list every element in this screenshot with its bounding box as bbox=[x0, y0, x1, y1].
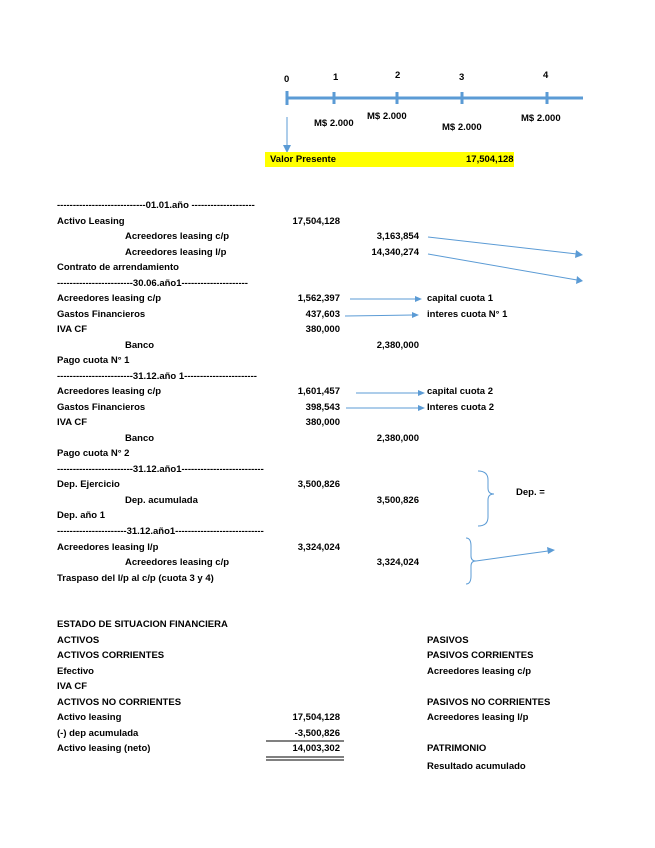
entry-3-credit-4: 2,380,000 bbox=[376, 433, 419, 444]
entry-2-note: Pago cuota N° 1 bbox=[57, 355, 130, 366]
entry-3-annot-1: capital cuota 2 bbox=[427, 386, 493, 397]
entry-5-credit-2: 3,324,024 bbox=[376, 557, 419, 568]
entry-4-debit-1: 3,500,826 bbox=[297, 479, 340, 490]
traspaso-brace bbox=[466, 538, 476, 584]
entry-1-header: ----------------------------01.01.año -------------------- bbox=[57, 200, 255, 211]
entry-1-debit-1: 17,504,128 bbox=[292, 216, 340, 227]
entry-2-annot-2: interes cuota N° 1 bbox=[427, 309, 508, 320]
balance-acreedores-cp: Acreedores leasing c/p bbox=[427, 666, 532, 677]
balance-pasivos-corrientes: PASIVOS CORRIENTES bbox=[427, 650, 534, 661]
entry-4-header: ------------------------31.12.año1-------------------------- bbox=[57, 464, 264, 475]
balance-resultado-acumulado: Resultado acumulado bbox=[427, 761, 526, 772]
entry-1-line-2: Acreedores leasing c/p bbox=[125, 231, 230, 242]
depreciation-label: Dep. = bbox=[516, 487, 545, 498]
entry-2-credit-4: 2,380,000 bbox=[376, 340, 419, 351]
entry-1-line-3: Acreedores leasing l/p bbox=[125, 247, 227, 258]
entry-4-line-2: Dep. acumulada bbox=[125, 495, 198, 506]
entry-1-credit-3: 14,340,274 bbox=[371, 247, 419, 258]
period-1: 1 bbox=[333, 72, 339, 83]
entry-2-line-2: Gastos Financieros bbox=[57, 309, 146, 320]
entry-3-line-3: IVA CF bbox=[57, 417, 88, 428]
balance-activos-corrientes: ACTIVOS CORRIENTES bbox=[57, 650, 165, 661]
balance-activos: ACTIVOS bbox=[57, 635, 100, 646]
balance-patrimonio: PATRIMONIO bbox=[427, 743, 487, 754]
entry-1-line-1: Activo Leasing bbox=[57, 216, 125, 227]
entry-1-credit-2: 3,163,854 bbox=[376, 231, 419, 242]
period-4: 4 bbox=[543, 70, 549, 81]
balance-activo-leasing-value: 17,504,128 bbox=[292, 712, 340, 723]
entry-5-debit-1: 3,324,024 bbox=[297, 542, 340, 553]
arrow-interes-1 bbox=[345, 315, 413, 316]
entry-3-debit-1: 1,601,457 bbox=[297, 386, 340, 397]
entry-2-annot-1: capital cuota 1 bbox=[427, 293, 493, 304]
entry-2-header: ------------------------30.06.año1--------------------- bbox=[57, 278, 248, 289]
payment-2: M$ 2.000 bbox=[367, 111, 407, 122]
balance-activo-neto: Activo leasing (neto) bbox=[57, 743, 151, 754]
arrow-cp bbox=[428, 237, 577, 254]
entry-3-line-4: Banco bbox=[125, 433, 155, 444]
entry-4-credit-2: 3,500,826 bbox=[376, 495, 419, 506]
period-3: 3 bbox=[459, 72, 465, 83]
entry-2-debit-1: 1,562,397 bbox=[297, 293, 340, 304]
entry-3-note: Pago cuota N° 2 bbox=[57, 448, 130, 459]
balance-efectivo: Efectivo bbox=[57, 666, 94, 677]
entry-2-debit-2: 437,603 bbox=[305, 309, 340, 320]
period-2: 2 bbox=[395, 70, 401, 81]
entry-3-header: ------------------------31.12.año 1----------------------- bbox=[57, 371, 257, 382]
entry-4-note: Dep. año 1 bbox=[57, 510, 106, 521]
traspaso-arrow bbox=[476, 551, 548, 561]
balance-pasivos: PASIVOS bbox=[427, 635, 469, 646]
payment-4: M$ 2.000 bbox=[521, 113, 561, 124]
entry-3-line-1: Acreedores leasing c/p bbox=[57, 386, 162, 397]
entry-5-line-2: Acreedores leasing c/p bbox=[125, 557, 230, 568]
entry-5-header: ----------------------31.12.año1---------------------------- bbox=[57, 526, 264, 537]
balance-acreedores-lp: Acreedores leasing l/p bbox=[427, 712, 529, 723]
entry-2-line-1: Acreedores leasing c/p bbox=[57, 293, 162, 304]
balance-pasivos-no-corrientes: PASIVOS NO CORRIENTES bbox=[427, 697, 551, 708]
arrow-cp-head bbox=[575, 250, 583, 258]
arrow-lp-head bbox=[576, 276, 583, 284]
arrow-interes-1-head bbox=[412, 312, 419, 318]
balance-activo-leasing: Activo leasing bbox=[57, 712, 122, 723]
period-0: 0 bbox=[284, 74, 290, 85]
present-value-amount: 17,504,128 bbox=[466, 154, 514, 165]
payment-1: M$ 2.000 bbox=[314, 118, 354, 129]
entry-5-line-1: Acreedores leasing l/p bbox=[57, 542, 159, 553]
present-value-label: Valor Presente bbox=[270, 154, 337, 165]
balance-dep-acumulada-value: -3,500,826 bbox=[294, 728, 340, 739]
entry-4-line-1: Dep. Ejercicio bbox=[57, 479, 120, 490]
arrow-interes-2-head bbox=[418, 405, 425, 411]
entry-2-line-3: IVA CF bbox=[57, 324, 88, 335]
entry-2-debit-3: 380,000 bbox=[305, 324, 340, 335]
payment-3: M$ 2.000 bbox=[442, 122, 482, 133]
traspaso-arrow-head bbox=[547, 547, 555, 554]
arrow-capital-1-head bbox=[415, 296, 422, 302]
arrow-lp bbox=[428, 254, 577, 280]
entry-3-debit-3: 380,000 bbox=[305, 417, 340, 428]
entry-1-note: Contrato de arrendamiento bbox=[57, 262, 179, 273]
entry-2-line-4: Banco bbox=[125, 340, 155, 351]
depreciation-brace bbox=[478, 471, 494, 526]
entry-3-debit-2: 398,543 bbox=[305, 402, 340, 413]
balance-activos-no-corrientes: ACTIVOS NO CORRIENTES bbox=[57, 697, 182, 708]
balance-activo-neto-value: 14,003,302 bbox=[292, 743, 340, 754]
entry-3-annot-2: Interes cuota 2 bbox=[427, 402, 495, 413]
entry-3-line-2: Gastos Financieros bbox=[57, 402, 146, 413]
balance-iva-cf: IVA CF bbox=[57, 681, 88, 692]
arrow-capital-2-head bbox=[418, 390, 425, 396]
balance-title: ESTADO DE SITUACION FINANCIERA bbox=[57, 619, 228, 630]
entry-5-note: Traspaso del l/p al c/p (cuota 3 y 4) bbox=[57, 573, 214, 584]
balance-dep-acumulada: (-) dep acumulada bbox=[57, 728, 139, 739]
